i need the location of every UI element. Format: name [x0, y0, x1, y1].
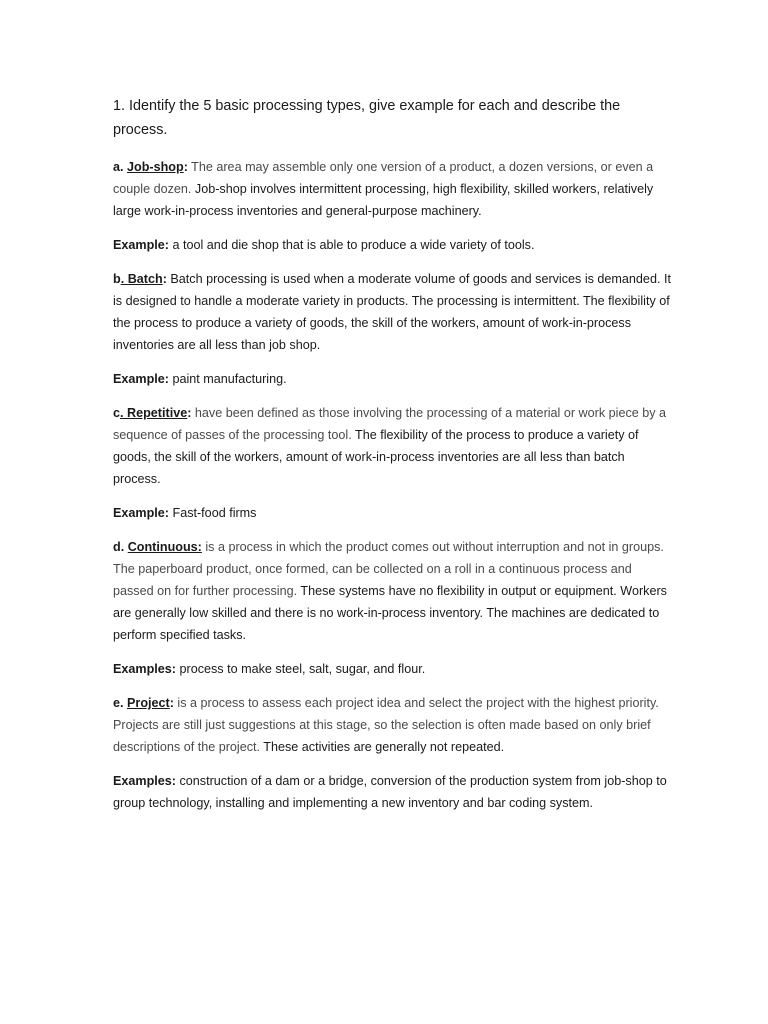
section-job-shop	[113, 156, 672, 222]
example-label: Examples:	[113, 774, 176, 788]
example-label: Examples:	[113, 662, 176, 676]
example-project	[113, 770, 672, 814]
example-text: a tool and die shop that is able to produce a wide variety of tools.	[169, 238, 535, 252]
section-colon: :	[169, 696, 174, 710]
section-term: Continuous:	[127, 540, 202, 554]
example-batch	[113, 368, 672, 390]
section-prefix: a.	[113, 160, 128, 174]
section-prefix: b	[113, 272, 121, 286]
example-job-shop	[113, 234, 672, 256]
example-label: Example:	[113, 372, 169, 386]
section-description: have been defined as those involving the processing of a material or work piece by a sequence of passes of the processing tool.	[113, 406, 667, 442]
example-text: Fast-food firms	[169, 506, 257, 520]
section-term: Job-shop	[127, 160, 184, 174]
question-heading: 1. Identify the 5 basic processing types, give example for each and describe the process.	[113, 98, 621, 138]
example-text: paint manufacturing.	[169, 372, 287, 386]
example-repetitive	[113, 502, 672, 524]
section-colon: :	[162, 272, 167, 286]
section-prefix: d.	[113, 540, 128, 554]
section-term: Project	[127, 696, 170, 710]
section-colon: :	[187, 406, 192, 420]
section-characteristics: Batch processing is used when a moderate volume of goods and services is demanded. It is designed to handle a moderate variety in products. The processing is intermittent. The flexibility of the process to produce a variety of goods, the skill of the workers, amount of work-in-process inventories are all less than job shop.	[113, 272, 671, 352]
section-description: is a process to assess each project idea and select the project with the highest priority. Projects are still just suggestions at this stage, so the selection is often made based on only brief descriptions of the project.	[113, 696, 659, 754]
section-batch	[113, 268, 672, 356]
section-description: The area may assemble only one version of a product, a dozen versions, or even a couple dozen.	[113, 160, 654, 196]
section-project	[113, 692, 672, 758]
section-term: . Batch	[120, 272, 163, 286]
section-characteristics: These systems have no flexibility in output or equipment. Workers are generally low skilled and there is no work-in-process inventory. The machines are dedicated to perform specified tasks.	[113, 584, 667, 642]
example-text: process to make steel, salt, sugar, and flour.	[176, 662, 426, 676]
example-label: Example:	[113, 506, 169, 520]
section-continuous	[113, 536, 672, 646]
section-characteristics: The flexibility of the process to produce a variety of goods, the skill of the workers, amount of work-in-process inventories are all less than batch process.	[113, 428, 639, 486]
example-label: Example:	[113, 238, 169, 252]
section-prefix: e.	[113, 696, 128, 710]
section-characteristics: These activities are generally not repeated.	[260, 740, 505, 754]
example-continuous	[113, 658, 672, 680]
section-prefix: c	[113, 406, 121, 420]
section-characteristics: Job-shop involves intermittent processing, high flexibility, skilled workers, relatively large work-in-process inventories and general-purpose machinery.	[113, 182, 654, 218]
section-colon: :	[183, 160, 188, 174]
section-term: . Repetitive	[120, 406, 188, 420]
section-description: is a process in which the product comes out without interruption and not in groups. The paperboard product, once formed, can be collected on a roll in a continuous process and passed on for further processing.	[113, 540, 664, 598]
section-repetitive	[113, 402, 672, 490]
example-text: construction of a dam or a bridge, conversion of the production system from job-shop to group technology, installing and implementing a new inventory and bar coding system.	[113, 774, 667, 810]
